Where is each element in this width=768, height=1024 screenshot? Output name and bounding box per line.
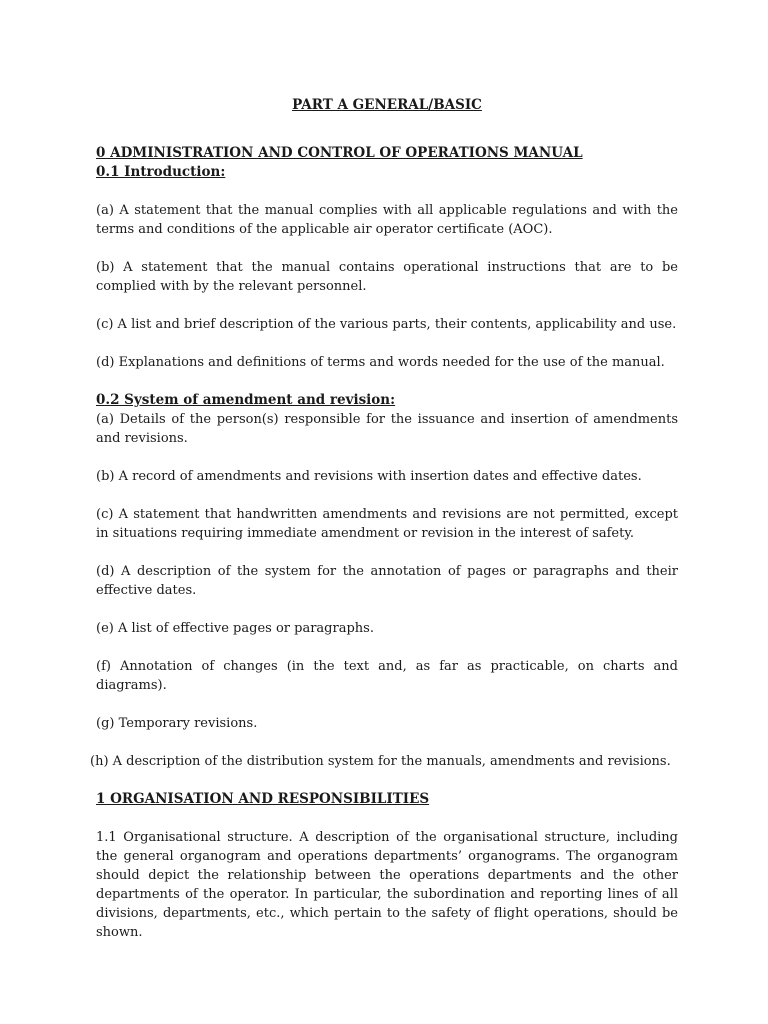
section-1-heading: 1 ORGANISATION AND RESPONSIBILITIES	[96, 791, 430, 807]
amendment-item-g: (g) Temporary revisions.	[96, 716, 258, 731]
organisational-structure-paragraph: 1.1 Organisational structure. A description of the organisational structure, including the general organogram and operations departments’ organograms. The organogram should depict the relationship between the operations departments and the other departments of the operator. In particular, the subordination and reporting lines of all divisions, departments, etc., which pertain to the safety of flight operations, should be shown.	[96, 830, 678, 940]
intro-item-d: (d) Explanations and definitions of terms and words needed for the use of the manual.	[96, 355, 665, 370]
amendment-item-b: (b) A record of amendments and revisions with insertion dates and effective dates.	[96, 469, 642, 484]
section-0-heading: 0 ADMINISTRATION AND CONTROL OF OPERATIONS MANUAL	[96, 145, 583, 161]
intro-item-a: (a) A statement that the manual complies with all applicable regulations and with the terms and conditions of the applicable air operator certificate (AOC).	[96, 203, 678, 237]
amendment-item-f: (f) Annotation of changes (in the text and, as far as practicable, on charts and diagrams).	[96, 659, 678, 693]
amendment-item-c: (c) A statement that handwritten amendments and revisions are not permitted, except in situations requiring immediate amendment or revision in the interest of safety.	[96, 507, 678, 541]
subsection-0-2-heading: 0.2 System of amendment and revision:	[96, 392, 396, 408]
document-page	[90, 96, 678, 961]
amendment-item-h: (h) A description of the distribution system for the manuals, amendments and revisions.	[90, 754, 671, 769]
intro-item-b: (b) A statement that the manual contains operational instructions that are to be complied with by the relevant personnel.	[96, 260, 678, 294]
subsection-0-1-heading: 0.1 Introduction:	[96, 164, 226, 180]
amendment-item-d: (d) A description of the system for the annotation of pages or paragraphs and their effective dates.	[96, 564, 678, 598]
amendment-item-a: (a) Details of the person(s) responsible for the issuance and insertion of amendments and revisions.	[96, 412, 678, 446]
intro-item-c: (c) A list and brief description of the various parts, their contents, applicability and use.	[96, 317, 677, 332]
document-title: PART A GENERAL/BASIC	[292, 97, 482, 113]
amendment-item-e: (e) A list of effective pages or paragraphs.	[96, 621, 374, 636]
